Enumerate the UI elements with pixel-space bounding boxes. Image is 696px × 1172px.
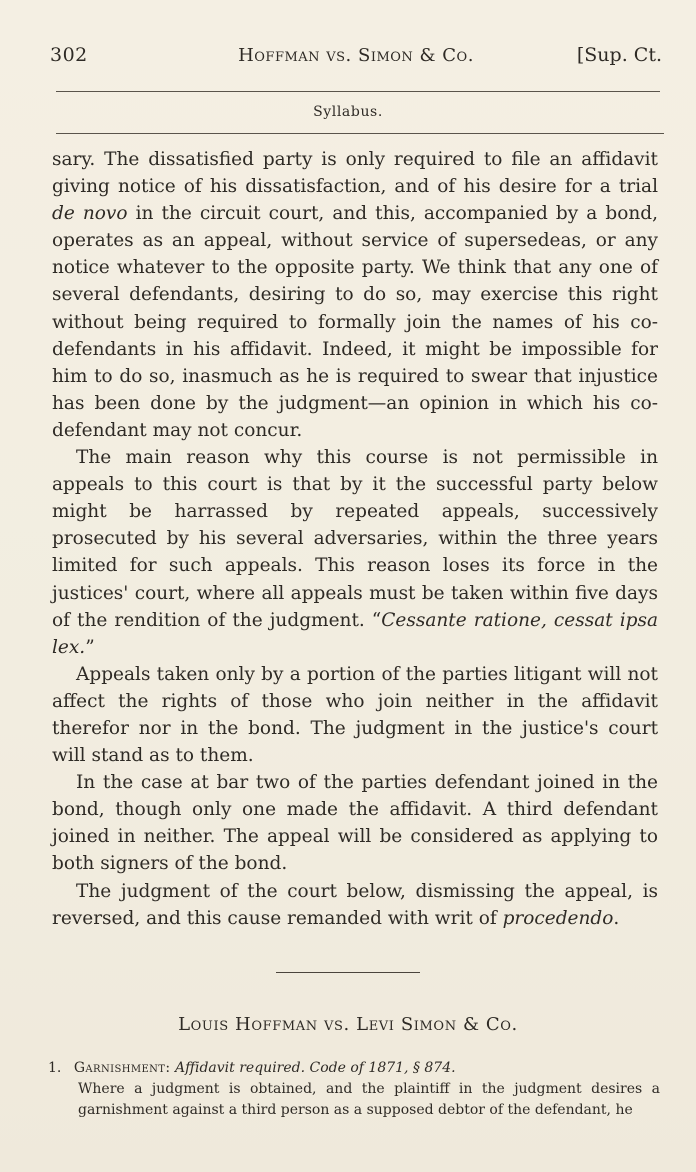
italic-text: Cessante ratione, cessat ipsa lex.: [52, 609, 658, 658]
body-paragraph: [52, 769, 658, 877]
headnote-heading: Garnishment:: [73, 1060, 171, 1076]
paragraph-text: The judgment of the court below, dismissing the appeal, is reversed, and this cause remanded with writ of: [52, 880, 658, 929]
header-rule: [56, 91, 660, 92]
body-paragraph: [52, 444, 658, 661]
running-title: Hoffman vs. Simon & Co.: [238, 45, 474, 66]
body-paragraph: [52, 661, 658, 769]
body-paragraph: [52, 878, 658, 932]
headnote: [48, 1058, 660, 1121]
headnote-code-ref: Code of 1871, § 874.: [309, 1060, 456, 1076]
page-number: 302: [50, 44, 88, 66]
headnote-subheading: Affidavit required.: [174, 1060, 306, 1076]
paragraph-text: .: [613, 907, 620, 929]
headnote-number: 1.: [48, 1060, 62, 1076]
court-label: [Sup. Ct.: [576, 44, 662, 66]
headnote-heading-line: [48, 1058, 660, 1079]
paragraph-text: sary. The dissatisfied party is only required to file an affidavit giving notice of his dissatisfaction, and of his desire for a trial: [52, 149, 658, 198]
body-paragraph: [52, 146, 658, 444]
paragraph-text: The main reason why this course is not permissible in appeals to this court is that by it the successful party below might be harrassed by repeated appeals, successively prosecuted by his several adversaries, within the three years limited for such appeals. This reason loses its force in the justices' court, where all appeals must be taken within five days of the rendition of the judgment. “: [52, 447, 658, 631]
paragraph-text: in the circuit court, and this, accompanied by a bond, operates as an appeal, without service of supersedeas, or any notice whatever to the opposite party. We think that any one of several defendants, desiring to do so, may exercise this right without being required to formally join the names of his co-defendants in his affidavit. Indeed, it might be impossible for him to do so, inasmuch as he is required to swear that injustice has been done by the judgment—an opinion in which his co-defendant may not concur.: [52, 203, 658, 441]
syllabus-rule: [56, 133, 664, 134]
paragraph-text: Appeals taken only by a portion of the parties litigant will not affect the rights of those who join neither in the affidavit therefor nor in the bond. The judgment in the justice's court will stand as to them.: [52, 663, 658, 767]
section-separator: [276, 972, 420, 973]
italic-text: procedendo: [502, 907, 614, 929]
running-header: [50, 44, 662, 78]
syllabus-label: Syllabus.: [313, 104, 383, 120]
italic-text: de novo: [52, 203, 128, 225]
paragraph-text: ”: [85, 636, 95, 658]
case-title: Louis Hoffman vs. Levi Simon & Co.: [178, 1014, 518, 1035]
opinion-body: [52, 146, 658, 932]
paragraph-text: In the case at bar two of the parties defendant joined in the bond, though only one made the affidavit. A third defendant joined in neither. The appeal will be considered as applying to both signers of the bond.: [52, 772, 658, 875]
headnote-text: Where a judgment is obtained, and the plaintiff in the judgment desires a garnishment against a third person as a supposed debtor of the defendant, he: [78, 1081, 660, 1118]
